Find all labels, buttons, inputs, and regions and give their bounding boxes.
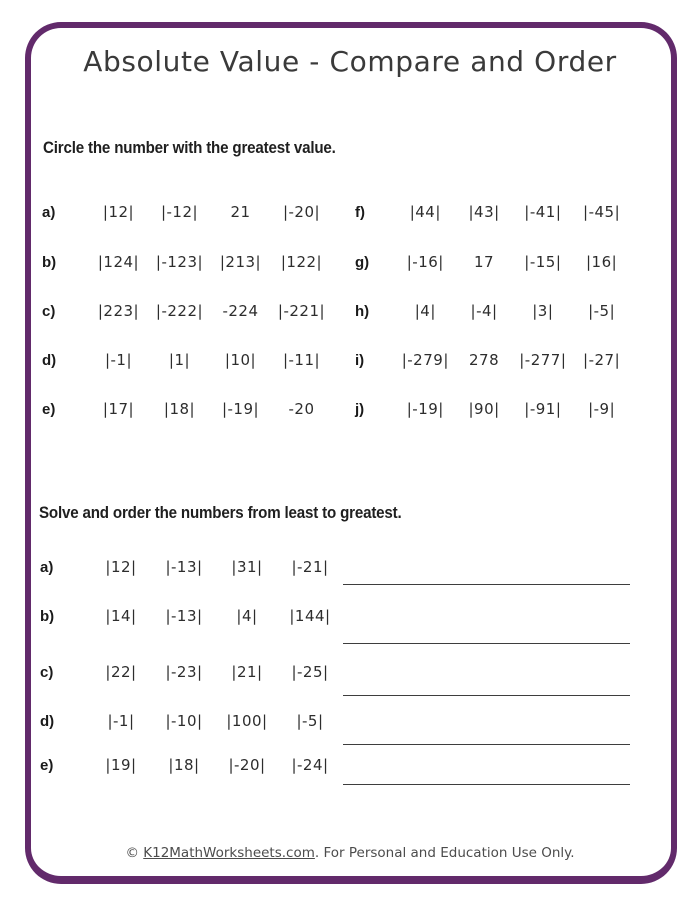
value-item: |4| [236,607,258,625]
value-item: |-45| [583,203,621,221]
value-item: |-24| [291,756,329,774]
problem-row-e [42,398,344,420]
value-item: |-19| [406,400,444,418]
row-label: b) [40,607,55,625]
row-label: d) [42,351,57,369]
value-item: |44| [409,203,441,221]
problem-row-b [42,251,344,273]
row-label: b) [42,253,57,271]
value-item: |-12| [160,203,199,221]
value-item: |10| [224,351,257,369]
problem-row-h [355,300,630,322]
value-item: |-19| [221,400,260,418]
problem-row-c [42,300,344,322]
value-item: |-20| [282,203,321,221]
row-label: j) [355,400,365,418]
value-item: |-222| [155,302,204,320]
value-item: |-5| [296,712,324,730]
answer-line [343,695,630,696]
value-item: |-4| [470,302,498,320]
value-item: |18| [163,400,196,418]
value-item: |12| [102,203,135,221]
value-item: |-20| [228,756,266,774]
order-row-c [40,661,345,683]
problem-row-a [42,201,344,223]
section2-heading: Solve and order the numbers from least to greatest. [39,503,402,522]
order-row-d [40,710,345,732]
order-row-b [40,605,345,627]
footer-suffix: . For Personal and Education Use Only. [314,845,575,861]
value-item: |19| [105,756,137,774]
value-item: |-5| [588,302,616,320]
value-item: |18| [168,756,200,774]
row-label: g) [355,253,370,271]
value-item: |-27| [583,351,621,369]
value-item: 278 [469,351,500,369]
problem-row-j [355,398,630,420]
row-label: e) [42,400,56,418]
value-item: |-1| [104,351,133,369]
problem-row-i [355,349,630,371]
answer-line [343,584,630,585]
value-item: |-21| [291,558,329,576]
value-item: |22| [105,663,137,681]
value-item: |16| [586,253,618,271]
row-label: c) [40,663,54,681]
value-item: |-11| [282,351,321,369]
value-item: |-123| [155,253,204,271]
footer-website-link[interactable]: K12MathWorksheets.com [143,845,315,861]
value-item: |223| [97,302,140,320]
value-item: |-16| [406,253,444,271]
value-item: -20 [288,400,315,418]
value-item: 21 [230,203,251,221]
value-item: |-10| [165,712,203,730]
value-item: |4| [414,302,436,320]
value-item: |-277| [519,351,567,369]
value-item: |-15| [524,253,562,271]
row-label: i) [355,351,365,369]
value-item: 17 [474,253,495,271]
value-item: |-13| [165,558,203,576]
value-item: |1| [168,351,191,369]
value-item: |-279| [401,351,449,369]
value-item: |100| [226,712,268,730]
row-label: a) [42,203,56,221]
value-item: |12| [105,558,137,576]
row-label: a) [40,558,54,576]
row-label: h) [355,302,370,320]
value-item: |-1| [107,712,135,730]
page-title: Absolute Value - Compare and Order [83,45,617,78]
value-item: |144| [289,607,331,625]
answer-line [343,784,630,785]
answer-line [343,744,630,745]
value-item: |14| [105,607,137,625]
value-item: |21| [231,663,263,681]
value-item: |122| [280,253,323,271]
value-item: |-25| [291,663,329,681]
section1-heading: Circle the number with the greatest value. [43,138,336,157]
value-item: |90| [468,400,500,418]
order-row-e [40,754,345,776]
value-item: -224 [222,302,259,320]
value-item: |-91| [524,400,562,418]
value-item: |17| [102,400,135,418]
value-item: |213| [219,253,262,271]
row-label: c) [42,302,56,320]
order-row-a [40,556,345,578]
problem-row-d [42,349,344,371]
value-item: |-41| [524,203,562,221]
footer-copyright [0,845,700,861]
footer-prefix: © [125,845,144,861]
problem-row-f [355,201,630,223]
value-item: |-221| [277,302,326,320]
value-item: |-13| [165,607,203,625]
value-item: |31| [231,558,263,576]
row-label: e) [40,756,54,774]
answer-line [343,643,630,644]
row-label: f) [355,203,365,221]
value-item: |43| [468,203,500,221]
value-item: |-23| [165,663,203,681]
row-label: d) [40,712,55,730]
value-item: |3| [532,302,554,320]
problem-row-g [355,251,630,273]
value-item: |124| [97,253,140,271]
value-item: |-9| [588,400,616,418]
